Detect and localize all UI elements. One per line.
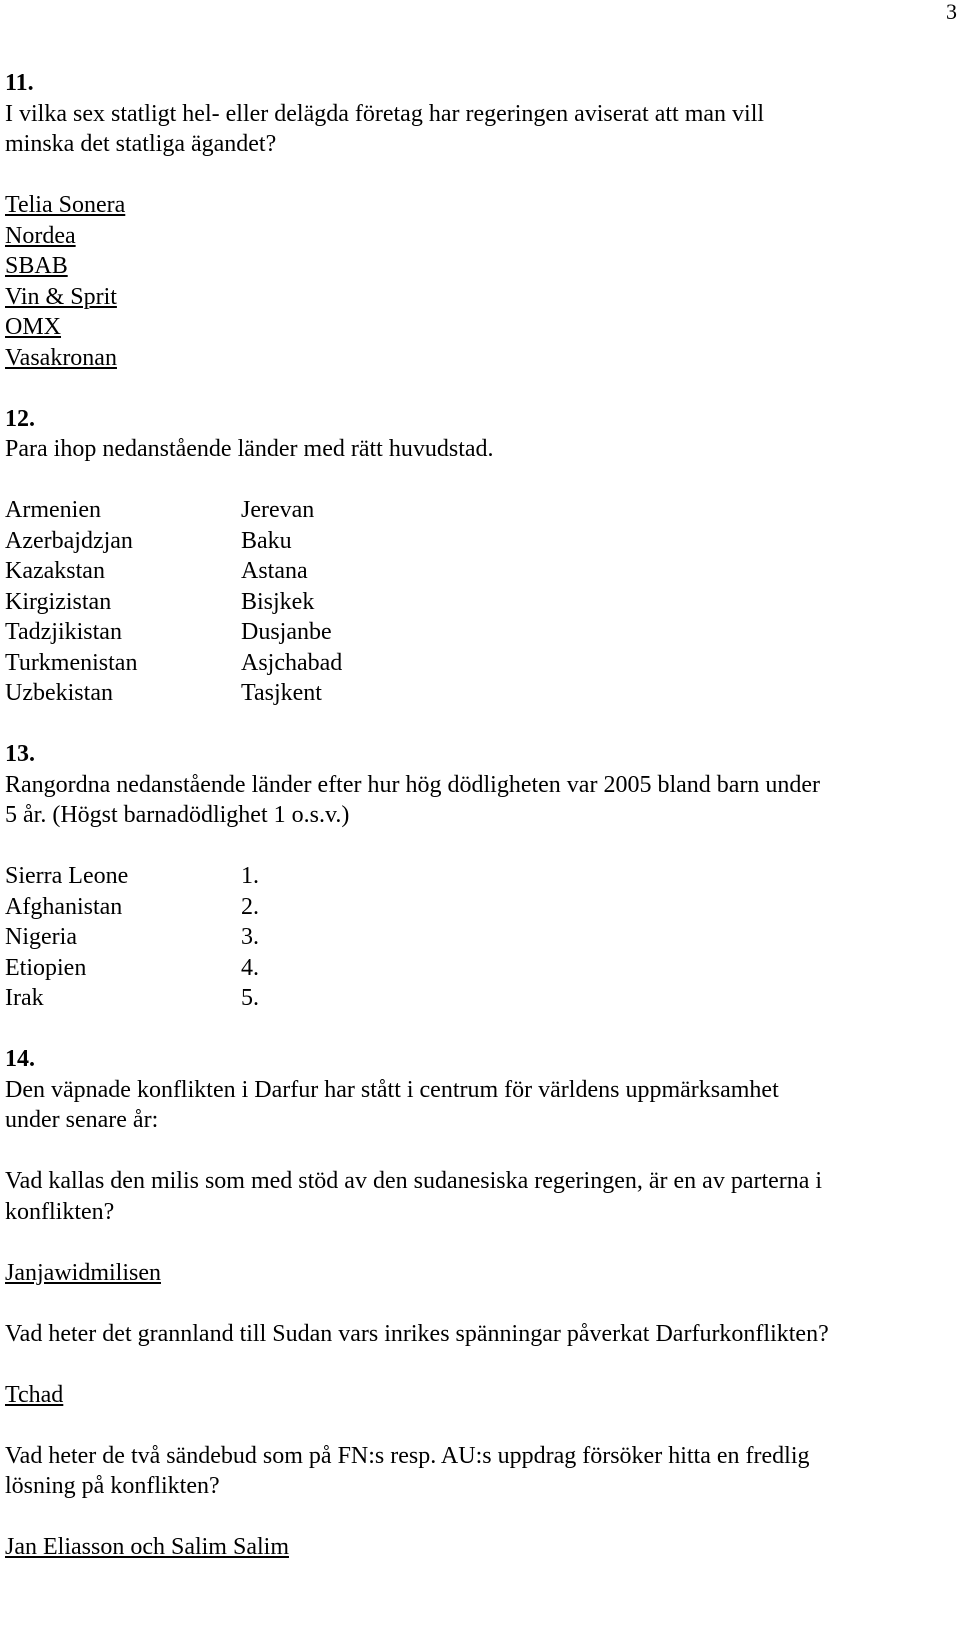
rank-row	[5, 983, 945, 1014]
country: Etiopien	[5, 954, 87, 981]
question-12	[5, 404, 945, 709]
sub-question-line: Vad heter de två sändebud som på FN:s resp. AU:s uppdrag försöker hitta en fredlig	[5, 1442, 810, 1469]
answer-line: Tchad	[5, 1381, 64, 1408]
capital: Jerevan	[241, 497, 315, 523]
country: Tadzjikistan	[5, 619, 122, 645]
rank: 3.	[241, 924, 259, 950]
answer-line: Jan Eliasson och Salim Salim	[5, 1534, 289, 1560]
question-14	[5, 1044, 945, 1563]
country: Sierra Leone	[5, 863, 129, 889]
pair-row	[5, 587, 945, 618]
sub-question-line: lösning på konflikten?	[5, 1473, 220, 1499]
answer-line: SBAB	[5, 253, 68, 279]
capital: Astana	[241, 558, 308, 584]
country: Irak	[5, 985, 44, 1011]
capital: Bisjkek	[241, 588, 315, 615]
pair-row	[5, 495, 945, 526]
pair-row	[5, 556, 945, 587]
question-13	[5, 739, 945, 1014]
question-text-line: Den väpnade konflikten i Darfur har stått i centrum för världens uppmärksamhet	[5, 1076, 779, 1103]
question-text-line: Rangordna nedanstående länder efter hur hög dödligheten var 2005 bland barn under	[5, 771, 821, 798]
rank: 2.	[241, 893, 259, 920]
rank-row	[5, 892, 945, 923]
country: Kirgizistan	[5, 588, 112, 615]
document-body	[5, 68, 945, 1563]
country: Azerbajdzjan	[5, 527, 133, 554]
page-number: 3	[946, 0, 957, 24]
rank-row	[5, 861, 945, 892]
answer-line: Nordea	[5, 222, 76, 249]
pair-row	[5, 678, 945, 709]
question-number: 14.	[5, 1046, 35, 1072]
capital: Asjchabad	[241, 649, 343, 676]
pair-row	[5, 648, 945, 679]
country: Afghanistan	[5, 893, 123, 920]
answer-line: Telia Sonera	[5, 192, 126, 218]
question-11	[5, 68, 945, 373]
rank: 5.	[241, 985, 259, 1011]
country: Uzbekistan	[5, 680, 113, 706]
question-text-line: minska det statliga ägandet?	[5, 131, 277, 157]
country: Armenien	[5, 497, 101, 523]
rank-row	[5, 953, 945, 984]
question-text-line: under senare år:	[5, 1107, 159, 1133]
rank-row	[5, 922, 945, 953]
sub-question-line: konflikten?	[5, 1198, 115, 1225]
answer-line: Vasakronan	[5, 344, 117, 371]
capital: Baku	[241, 527, 292, 554]
question-number: 12.	[5, 405, 35, 432]
pair-row	[5, 617, 945, 648]
question-text-line: 5 år. (Högst barnadödlighet 1 o.s.v.)	[5, 802, 350, 828]
answer-line: OMX	[5, 314, 62, 340]
question-text: Para ihop nedanstående länder med rätt huvudstad.	[5, 436, 494, 462]
question-number: 11.	[5, 70, 34, 96]
capital: Dusjanbe	[241, 619, 332, 645]
rank: 4.	[241, 954, 259, 981]
pair-row	[5, 526, 945, 557]
answer-line: Vin & Sprit	[5, 283, 117, 310]
question-text-line: I vilka sex statligt hel- eller delägda företag har regeringen aviserat att man vill	[5, 100, 765, 127]
country: Kazakstan	[5, 558, 105, 584]
capital: Tasjkent	[241, 680, 322, 706]
answer-line: Janjawidmilisen	[5, 1259, 161, 1286]
country: Nigeria	[5, 924, 77, 950]
sub-question-line: Vad kallas den milis som med stöd av den sudanesiska regeringen, är en av parterna i	[5, 1168, 823, 1194]
question-number: 13.	[5, 741, 35, 767]
rank: 1.	[241, 863, 259, 889]
country: Turkmenistan	[5, 649, 138, 676]
sub-question-line: Vad heter det grannland till Sudan vars inrikes spänningar påverkat Darfurkonflikten?	[5, 1320, 829, 1347]
